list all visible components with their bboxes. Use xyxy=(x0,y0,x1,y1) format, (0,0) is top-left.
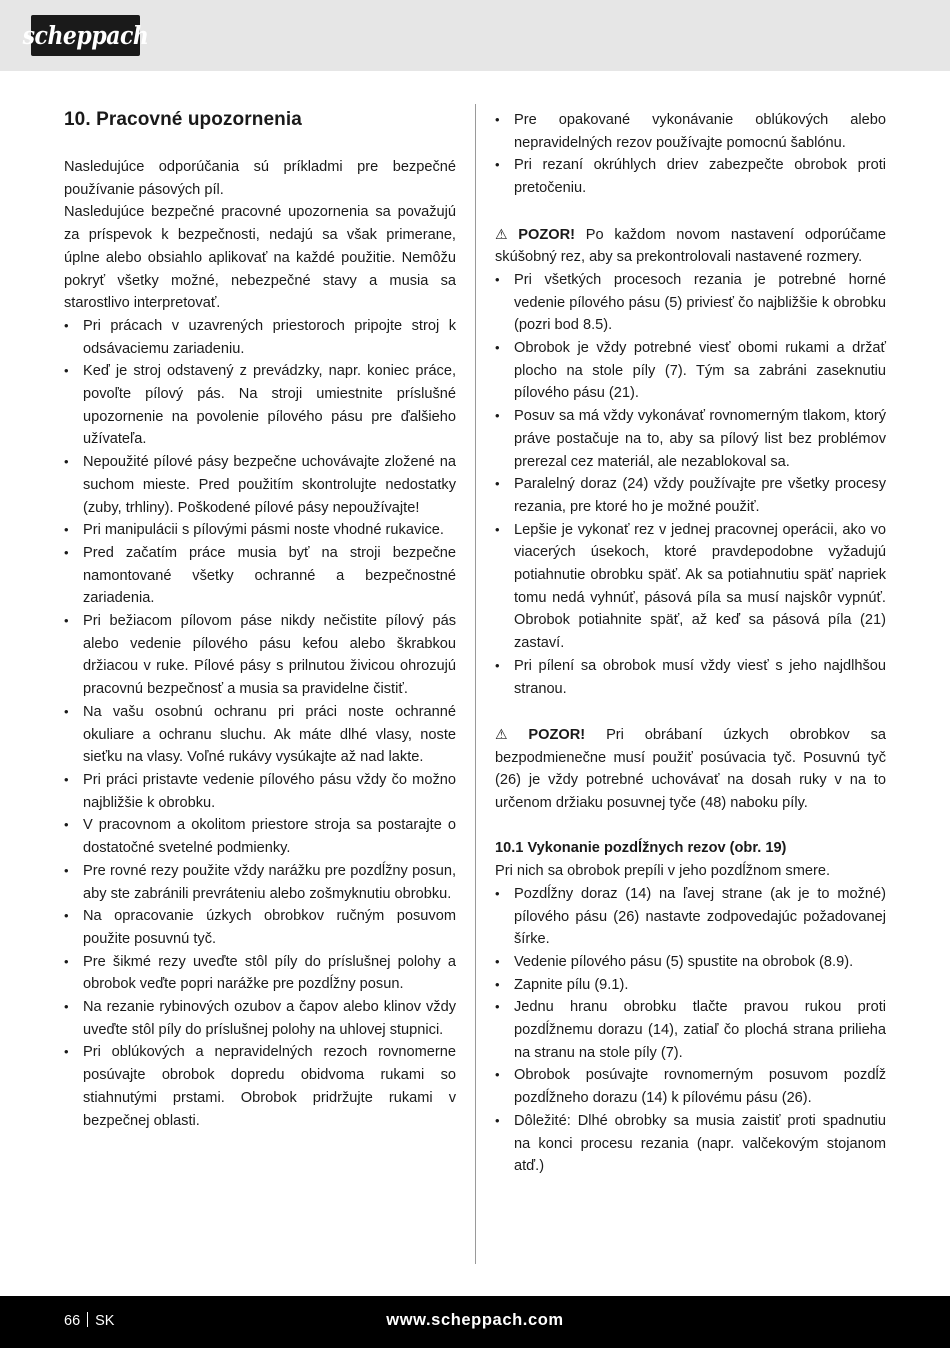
list-item: • Keď je stroj odstavený z prevádzky, napr. koniec práce, povoľte pílový pás. Na stroji umiestnite príslušné upozornenie na povolenie pílového pásu pre ďalšieho užívateľa. xyxy=(64,360,456,451)
safety-list xyxy=(64,315,456,1132)
subsection-intro: Pri nich sa obrobok prepíli v jeho pozdĺžnom smere. xyxy=(495,863,831,880)
section-title: 10. Pracovné upozornenia xyxy=(64,109,302,130)
left-column xyxy=(64,109,456,1132)
intro-paragraph: Nasledujúce bezpečné pracovné upozornenia sa považujú za príspevok k bezpečnosti, nedajú sa však primerane, úplne alebo obsiahlo aplikovať na každé použitie. Nemôžu pokryť všetky možné, nebezpečné stavy a musia sa starostlivo interpretovať. xyxy=(64,204,456,312)
list-item: • Jednu hranu obrobku tlačte pravou rukou proti pozdĺžnemu dorazu (14), zatiaľ čo plochá strana prilieha na stranu na stole píly (7). xyxy=(495,996,886,1064)
list-item: • Na rezanie rybinových ozubov a čapov alebo klinov vždy uveďte stôl píly do príslušnej polohy na uhlovej stupnici. xyxy=(64,996,456,1041)
logo-text: scheppach xyxy=(22,20,149,51)
safety-list xyxy=(495,109,886,200)
intro-paragraph: Nasledujúce odporúčania sú príkladmi pre bezpečné používanie pásových píl. xyxy=(64,159,456,198)
list-item: • Pri bežiacom pílovom páse nikdy nečistite pílový pás alebo vedenie pílového pásu kefou alebo škrabkou držiacou v ruke. Pílové pásy s prilnutou živicou ohrozujú pracovnú bezpečnosť a musia sa pravidelne čistiť. xyxy=(64,610,456,701)
warning-triangle-icon: ⚠ xyxy=(495,225,515,242)
brand-logo xyxy=(22,15,149,56)
list-item: • Pre rovné rezy použite vždy narážku pre pozdĺžny posun, aby ste zabránili prevráteniu alebo zošmyknutiu obrobku. xyxy=(64,860,456,905)
page-number: 66 xyxy=(64,1313,81,1329)
list-item: • Pri rezaní okrúhlych driev zabezpečte obrobok proti pretočeniu. xyxy=(495,154,886,199)
list-item: • Obrobok je vždy potrebné viesť obomi rukami a držať plocho na stole píly (7). Tým sa zabráni zaseknutiu pílového pásu (21). xyxy=(495,337,886,405)
steps-list xyxy=(495,883,886,1178)
list-item: • Pri všetkých procesoch rezania je potrebné horné vedenie pílového pásu (5) priviesť čo najbližšie k obrobku (pozri bod 8.5). xyxy=(495,269,886,337)
subsection-title: 10.1 Vykonanie pozdĺžnych rezov (obr. 19) xyxy=(495,840,787,857)
warning-note xyxy=(495,223,886,269)
header-bar xyxy=(0,0,950,71)
list-item: • Posuv sa má vždy vykonávať rovnomerným tlakom, ktorý práve postačuje na to, aby sa pílový list bez problémov prerezal cez materiál, ale nezablokoval sa. xyxy=(495,405,886,473)
list-item: • Lepšie je vykonať rez v jednej pracovnej operácii, ako vo viacerých úsekoch, ktoré pravdepodobne vyžadujú potiahnutie obrobku späť. Ak sa potiahnutiu späť napriek tomu nedá vyhnúť, pásová píla sa musí najskôr vypnúť. Obrobok potiahnite späť, až keď sa pásová píla (21) zastaví. xyxy=(495,519,886,655)
list-item: • Na vašu osobnú ochranu pri práci noste ochranné okuliare a ochranu sluchu. Ak máte dlhé vlasy, noste sieťku na vlasy. Voľné rukávy vysúkajte až nad lakte. xyxy=(64,701,456,769)
warning-label: POZOR! xyxy=(528,726,586,743)
warning-label: POZOR! xyxy=(518,226,576,243)
list-item: • Pri prácach v uzavrených priestoroch pripojte stroj k odsávaciemu zariadeniu. xyxy=(64,315,456,360)
list-item: • Pri oblúkových a nepravidelných rezoch rovnomerne posúvajte obrobok dopredu obidvoma rukami so stiahnutými prstami. Obrobok pridržujte rukami v bezpečnej oblasti. xyxy=(64,1041,456,1132)
list-item: • Vedenie pílového pásu (5) spustite na obrobok (8.9). xyxy=(495,951,886,974)
column-divider xyxy=(475,104,476,1264)
list-item: • Pri práci pristavte vedenie pílového pásu vždy čo možno najbližšie k obrobku. xyxy=(64,769,456,814)
list-item: • Pre opakované vykonávanie oblúkových alebo nepravidelných rezov používajte pomocnú šablónu. xyxy=(495,109,886,154)
list-item: • Obrobok posúvajte rovnomerným posuvom pozdĺž pozdĺžneho dorazu (14) k pílovému pásu (26). xyxy=(495,1064,886,1109)
spacer xyxy=(495,200,886,223)
list-item: • Pri manipulácii s pílovými pásmi noste vhodné rukavice. xyxy=(64,519,456,542)
website-link[interactable]: www.scheppach.com xyxy=(386,1311,564,1329)
list-item: • V pracovnom a okolitom priestore stroja sa postarajte o dostatočné svetelné podmienky. xyxy=(64,814,456,859)
warning-note xyxy=(495,723,886,815)
list-item: • Zapnite pílu (9.1). xyxy=(495,974,886,997)
list-item: • Nepoužité pílové pásy bezpečne uchovávajte zložené na suchom mieste. Pred použitím skontrolujte nedostatky (zuby, trhliny). Poškodené pílové pásy nepoužívajte! xyxy=(64,451,456,519)
warning-triangle-icon: ⚠ xyxy=(495,725,525,742)
spacer xyxy=(495,815,886,838)
footer-bar xyxy=(0,1296,950,1348)
list-item: • Pred začatím práce musia byť na stroji bezpečne namontované všetky ochranné a bezpečnostné zariadenia. xyxy=(64,542,456,610)
language-code: SK xyxy=(95,1313,115,1329)
spacer xyxy=(495,700,886,723)
list-item: • Pri pílení sa obrobok musí vždy viesť s jeho najdlhšou stranou. xyxy=(495,655,886,700)
list-item: • Dôležité: Dlhé obrobky sa musia zaistiť proti spadnutiu na konci procesu rezania (napr. valčekovým stojanom atď.) xyxy=(495,1110,886,1178)
safety-list xyxy=(495,269,886,700)
warning-text: Pri obrábaní úzkych obrobkov sa bezpodmienečne musí použiť posúvacia tyč. Posuvnú tyč (26) je vždy potrebné uchovávať na dosah ruky v na to určenom držiaku posuvnej tyče (48) naboku píly. xyxy=(495,726,886,812)
list-item: • Pozdĺžny doraz (14) na ľavej strane (ak je to možné) pílového pásu (26) nastavte zodpovedajúc požadovanej šírke. xyxy=(495,883,886,951)
list-item: • Na opracovanie úzkych obrobkov ručným posuvom použite posuvnú tyč. xyxy=(64,905,456,950)
right-column xyxy=(495,109,886,1178)
list-item: • Paralelný doraz (24) vždy používajte pre všetky procesy rezania, pre ktoré ho je možné použiť. xyxy=(495,473,886,518)
warning-text: Po každom novom nastavení odporúčame skúšobný rez, aby sa prekontrolovali nastavené rozmery. xyxy=(495,226,886,266)
list-item: • Pre šikmé rezy uveďte stôl píly do príslušnej polohy a obrobok veďte popri narážke pre pozdĺžny posun. xyxy=(64,951,456,996)
